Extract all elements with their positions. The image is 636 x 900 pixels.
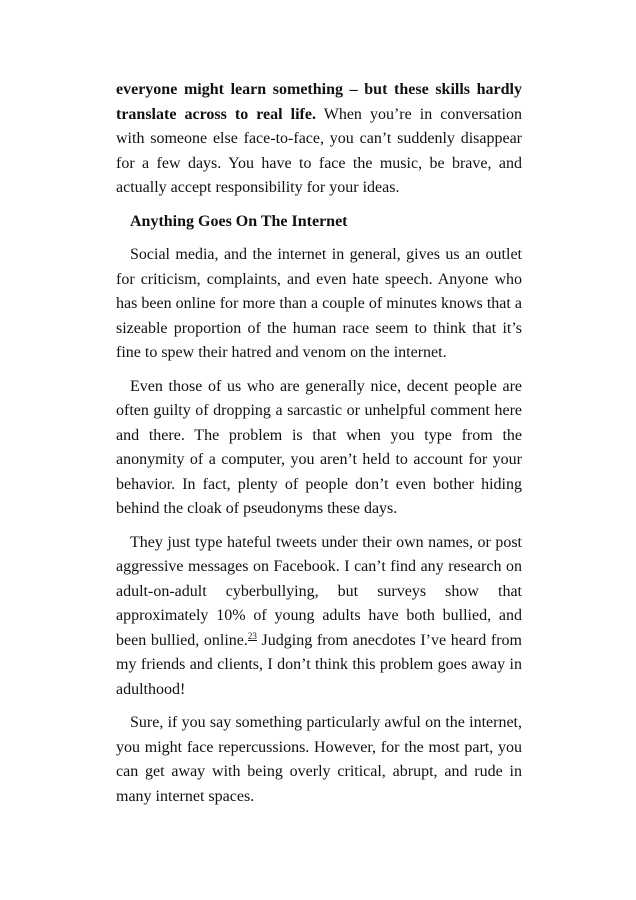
paragraph-cyberbullying — [116, 531, 522, 703]
paragraph-text: When you’re in conversation with someone else face-to-face, you can’t suddenly disappear for a few days. You have to face the music, be brave, and actually accept responsibility for your ideas. — [116, 105, 522, 196]
paragraph-social-media: Social media, and the internet in general, gives us an outlet for criticism, complaints, and even hate speech. Anyone who has been online for more than a couple of minutes knows that a sizeable proportion of the human race seem to think that it’s fine to spew their hatred and venom on the internet. — [116, 246, 522, 361]
footnote-reference[interactable]: 23 — [247, 630, 257, 641]
paragraph-repercussions: Sure, if you say something particularly awful on the internet, you might face repercussions. However, for the most part, you can get away with being overly critical, abrupt, and rude in many internet spaces. — [116, 714, 522, 805]
bold-emphasis-text: everyone might learn something – but these skills hardly translate across to real life. — [116, 81, 522, 123]
paragraph-text: Judging from anecdotes I’ve heard from my friends and clients, I don’t think this problem goes away in adulthood! — [116, 631, 522, 698]
document-page — [116, 78, 522, 818]
paragraph-text: They just type hateful tweets under their own names, or post aggressive messages on Facebook. I can’t find any research on adult-on-adult cyberbullying, but surveys show that approximately 10% of young adults have both bullied, and been bullied, online. — [116, 533, 522, 649]
paragraph-anonymity: Even those of us who are generally nice, decent people are often guilty of dropping a sarcastic or unhelpful comment here and there. The problem is that when you type from the anonymity of a computer, you aren’t held to account for your behavior. In fact, plenty of people don’t even bother hiding behind the cloak of pseudonyms these days. — [116, 377, 522, 517]
paragraph-continuation — [116, 78, 522, 201]
section-heading: Anything Goes On The Internet — [130, 212, 348, 230]
